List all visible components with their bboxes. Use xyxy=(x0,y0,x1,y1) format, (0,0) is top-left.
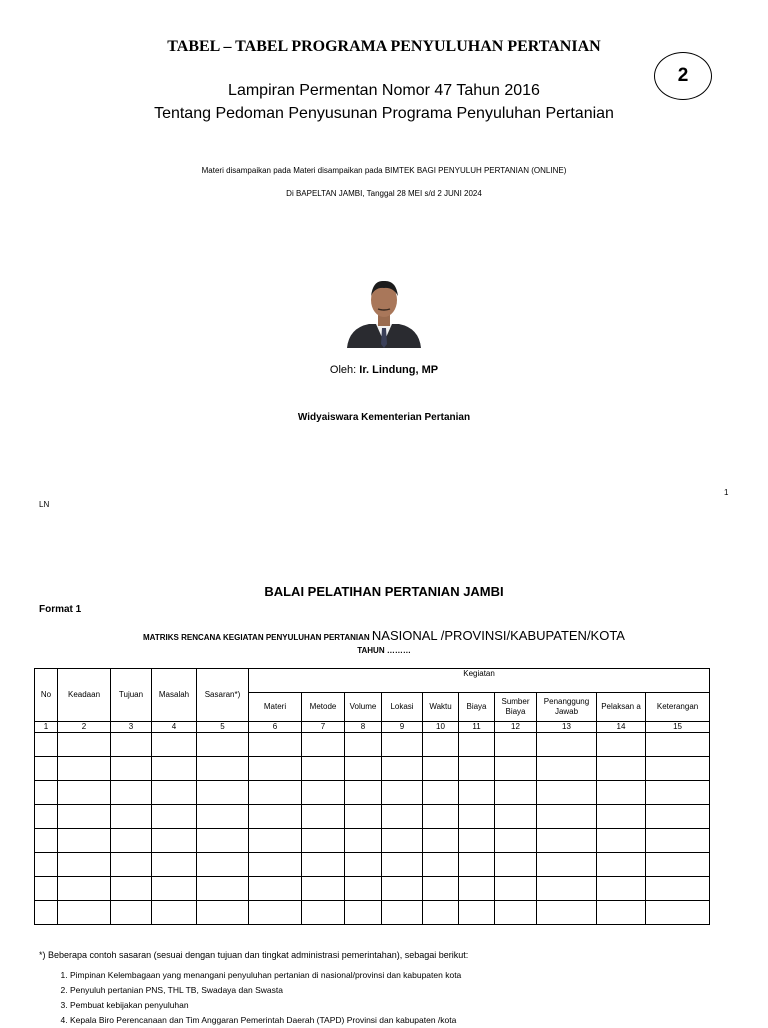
table-cell xyxy=(646,829,710,853)
table-cell xyxy=(423,757,459,781)
column-number: 2 xyxy=(58,722,111,733)
table-cell xyxy=(423,733,459,757)
table-cell xyxy=(382,733,423,757)
table-cell xyxy=(459,805,495,829)
column-number: 13 xyxy=(537,722,597,733)
table-cell xyxy=(35,733,58,757)
table-cell xyxy=(249,733,302,757)
table-cell xyxy=(302,829,345,853)
table-cell xyxy=(111,805,152,829)
table-cell xyxy=(152,781,197,805)
table-cell xyxy=(152,853,197,877)
table-cell xyxy=(495,805,537,829)
table-cell xyxy=(58,733,111,757)
table-cell xyxy=(459,877,495,901)
table-cell xyxy=(382,901,423,925)
header-sumber-biaya: Sumber Biaya xyxy=(495,693,537,722)
column-number: 6 xyxy=(249,722,302,733)
table-row xyxy=(35,853,710,877)
table-cell xyxy=(58,901,111,925)
lokasi-line: Di BAPELTAN JAMBI, Tanggal 28 MEI s/d 2 JUNI 2024 xyxy=(286,189,482,198)
column-number: 11 xyxy=(459,722,495,733)
table-cell xyxy=(249,877,302,901)
column-number: 7 xyxy=(302,722,345,733)
table-cell xyxy=(597,733,646,757)
table-cell xyxy=(249,805,302,829)
table-cell xyxy=(597,781,646,805)
table-cell xyxy=(646,805,710,829)
column-number: 3 xyxy=(111,722,152,733)
table-cell xyxy=(537,901,597,925)
table-cell xyxy=(152,757,197,781)
table-cell xyxy=(382,829,423,853)
table-cell xyxy=(249,829,302,853)
column-number: 9 xyxy=(382,722,423,733)
table-cell xyxy=(382,877,423,901)
table-row xyxy=(35,901,710,925)
table-cell xyxy=(111,829,152,853)
programa-matrix-table xyxy=(34,668,710,925)
table-cell xyxy=(345,757,382,781)
table-cell xyxy=(597,805,646,829)
table-cell xyxy=(382,757,423,781)
header-waktu: Waktu xyxy=(423,693,459,722)
column-number: 5 xyxy=(197,722,249,733)
column-number: 1 xyxy=(35,722,58,733)
materi-line: Materi disampaikan pada Materi disampaikan pada BIMTEK BAGI PENYULUH PERTANIAN (ONLINE) xyxy=(201,166,567,175)
header-volume: Volume xyxy=(345,693,382,722)
header-sasaran: Sasaran*) xyxy=(197,669,249,722)
subtitle-line-2: Tentang Pedoman Penyusunan Programa Penyuluhan Pertanian xyxy=(154,105,614,122)
table-cell xyxy=(646,781,710,805)
table-cell xyxy=(35,805,58,829)
table-cell xyxy=(345,901,382,925)
table-row xyxy=(35,829,710,853)
table-cell xyxy=(495,757,537,781)
table-cell xyxy=(58,757,111,781)
table-cell xyxy=(58,853,111,877)
column-number: 12 xyxy=(495,722,537,733)
header-row-1 xyxy=(35,669,710,693)
table-cell xyxy=(459,853,495,877)
table-cell xyxy=(152,829,197,853)
table-row xyxy=(35,781,710,805)
table-cell xyxy=(345,877,382,901)
table-cell xyxy=(459,781,495,805)
sasaran-list xyxy=(56,968,461,1028)
table-cell xyxy=(58,805,111,829)
table-cell xyxy=(646,901,710,925)
table-cell xyxy=(345,829,382,853)
table-cell xyxy=(35,853,58,877)
table-cell xyxy=(646,853,710,877)
table-cell xyxy=(35,901,58,925)
table-cell xyxy=(111,733,152,757)
sasaran-note: *) Beberapa contoh sasaran (sesuai dengan tujuan dan tingkat administrasi pemerintahan), sebagai berikut: xyxy=(39,950,469,960)
table-cell xyxy=(302,757,345,781)
table-cell xyxy=(646,877,710,901)
table-cell xyxy=(111,853,152,877)
matrix-title xyxy=(0,628,768,643)
table-cell xyxy=(459,733,495,757)
table-cell xyxy=(197,781,249,805)
table-cell xyxy=(345,805,382,829)
table-cell xyxy=(459,829,495,853)
institution-title: BALAI PELATIHAN PERTANIAN JAMBI xyxy=(264,584,504,599)
table-cell xyxy=(152,805,197,829)
header-materi: Materi xyxy=(249,693,302,722)
list-item: 2. Penyuluh pertanian PNS, THL TB, Swadaya dan Swasta xyxy=(70,983,461,998)
list-item: 4. Kepala Biro Perencanaan dan Tim Anggaran Pemerintah Daerah (TAPD) Provinsi dan kabupaten /kota xyxy=(70,1013,461,1028)
table-cell xyxy=(597,877,646,901)
table-cell xyxy=(345,781,382,805)
table-cell xyxy=(197,829,249,853)
table-cell xyxy=(302,877,345,901)
table-cell xyxy=(597,757,646,781)
author-line xyxy=(0,364,768,376)
table-cell xyxy=(495,829,537,853)
table-cell xyxy=(249,757,302,781)
table-cell xyxy=(537,877,597,901)
table-cell xyxy=(35,781,58,805)
table-cell xyxy=(35,757,58,781)
table-cell xyxy=(537,853,597,877)
table-cell xyxy=(495,781,537,805)
table-cell xyxy=(197,805,249,829)
table-cell xyxy=(423,901,459,925)
section-number-badge: 2 xyxy=(654,52,712,100)
table-row xyxy=(35,733,710,757)
table-cell xyxy=(423,829,459,853)
table-cell xyxy=(459,901,495,925)
page-number: 1 xyxy=(724,488,729,497)
table-cell xyxy=(249,901,302,925)
table-cell xyxy=(302,781,345,805)
author-name: Ir. Lindung, MP xyxy=(359,364,439,376)
table-cell xyxy=(58,877,111,901)
author-photo xyxy=(343,274,425,348)
table-cell xyxy=(495,733,537,757)
table-cell xyxy=(495,853,537,877)
header-no: No xyxy=(35,669,58,722)
header-keadaan: Keadaan xyxy=(58,669,111,722)
header-pelaksana: Pelaksan a xyxy=(597,693,646,722)
table-cell xyxy=(302,733,345,757)
header-kegiatan-group: Kegiatan xyxy=(249,669,710,693)
column-number: 8 xyxy=(345,722,382,733)
header-metode: Metode xyxy=(302,693,345,722)
table-cell xyxy=(58,781,111,805)
table-cell xyxy=(597,853,646,877)
table-cell xyxy=(423,877,459,901)
table-cell xyxy=(382,853,423,877)
column-number: 14 xyxy=(597,722,646,733)
table-cell xyxy=(459,757,495,781)
table-row xyxy=(35,757,710,781)
table-cell xyxy=(152,733,197,757)
table-cell xyxy=(423,781,459,805)
table-cell xyxy=(597,829,646,853)
header-penanggung-jawab: Penanggung Jawab xyxy=(537,693,597,722)
header-tujuan: Tujuan xyxy=(111,669,152,722)
table-cell xyxy=(197,757,249,781)
format-label: Format 1 xyxy=(39,604,82,615)
footer-initials: LN xyxy=(39,500,50,509)
table-cell xyxy=(537,781,597,805)
table-cell xyxy=(197,877,249,901)
table-cell xyxy=(197,733,249,757)
table-cell xyxy=(35,877,58,901)
header-keterangan: Keterangan xyxy=(646,693,710,722)
column-number: 15 xyxy=(646,722,710,733)
table-cell xyxy=(345,853,382,877)
table-cell xyxy=(495,901,537,925)
table-cell xyxy=(249,853,302,877)
header-masalah: Masalah xyxy=(152,669,197,722)
matrix-title-small: MATRIKS RENCANA KEGIATAN PENYULUHAN PERTANIAN xyxy=(143,633,372,642)
table-cell xyxy=(345,733,382,757)
oleh-label: Oleh: xyxy=(329,364,360,376)
table-cell xyxy=(302,805,345,829)
table-cell xyxy=(197,901,249,925)
table-cell xyxy=(646,757,710,781)
table-cell xyxy=(111,877,152,901)
list-item: 3. Pembuat kebijakan penyuluhan xyxy=(70,998,461,1013)
table-cell xyxy=(423,805,459,829)
table-row xyxy=(35,805,710,829)
column-number: 10 xyxy=(423,722,459,733)
table-cell xyxy=(302,853,345,877)
year-label: TAHUN ……… xyxy=(357,646,411,655)
table-cell xyxy=(537,757,597,781)
table-cell xyxy=(382,805,423,829)
table-cell xyxy=(302,901,345,925)
table-cell xyxy=(111,757,152,781)
table-cell xyxy=(537,733,597,757)
list-item: 1. Pimpinan Kelembagaan yang menangani penyuluhan pertanian di nasional/provinsi dan kabupaten kota xyxy=(70,968,461,983)
table-cell xyxy=(597,901,646,925)
header-lokasi: Lokasi xyxy=(382,693,423,722)
table-cell xyxy=(382,781,423,805)
table-cell xyxy=(646,733,710,757)
table-cell xyxy=(111,781,152,805)
table-row xyxy=(35,877,710,901)
document-main-title: TABEL – TABEL PROGRAMA PENYULUHAN PERTANIAN xyxy=(167,38,601,55)
matrix-title-big: NASIONAL /PROVINSI/KABUPATEN/KOTA xyxy=(371,628,625,643)
table-cell xyxy=(197,853,249,877)
table-cell xyxy=(423,853,459,877)
table-cell xyxy=(495,877,537,901)
table-cell xyxy=(111,901,152,925)
table-cell xyxy=(249,781,302,805)
column-number-row xyxy=(35,722,710,733)
table-cell xyxy=(537,805,597,829)
header-biaya: Biaya xyxy=(459,693,495,722)
table-cell xyxy=(58,829,111,853)
column-number: 4 xyxy=(152,722,197,733)
table-cell xyxy=(152,901,197,925)
table-cell xyxy=(537,829,597,853)
author-role: Widyaiswara Kementerian Pertanian xyxy=(297,412,471,423)
subtitle-line-1: Lampiran Permentan Nomor 47 Tahun 2016 xyxy=(228,82,540,99)
table-cell xyxy=(35,829,58,853)
table-cell xyxy=(152,877,197,901)
